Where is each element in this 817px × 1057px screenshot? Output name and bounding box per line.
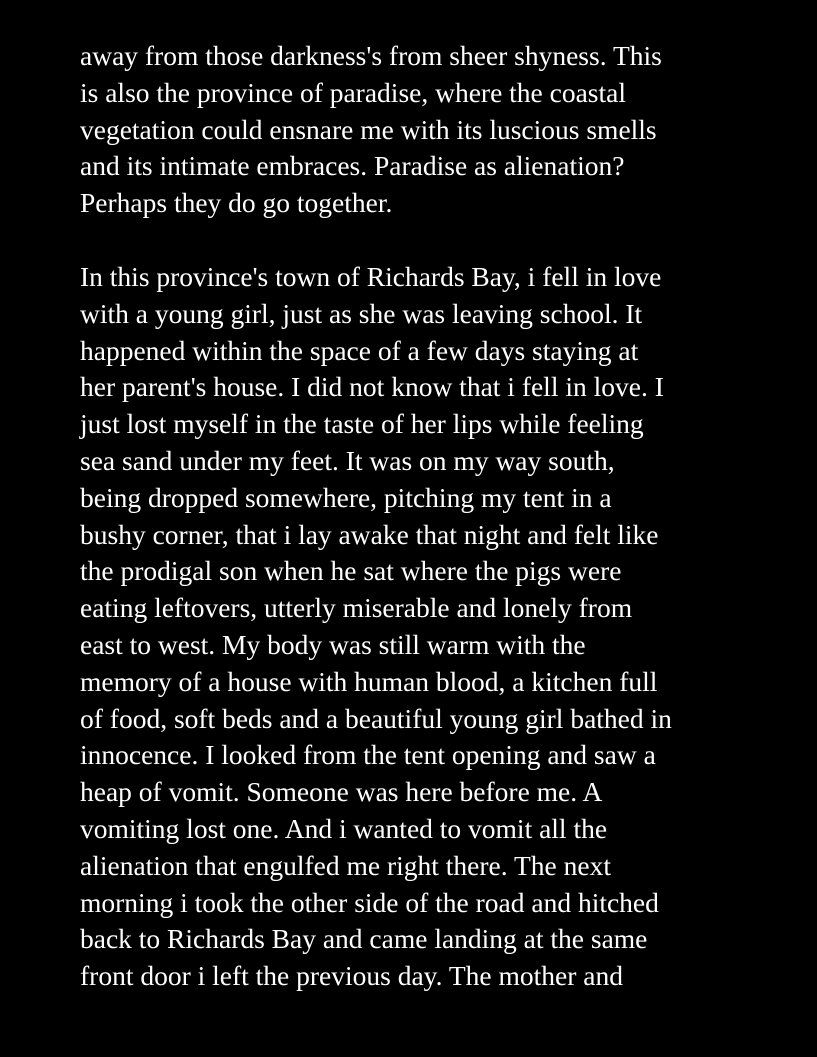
text-line: of food, soft beds and a beautiful young girl bathed in — [80, 702, 672, 734]
text-line: Perhaps they do go together. — [80, 187, 393, 219]
text-line: the prodigal son when he sat where the pigs were — [80, 555, 622, 587]
text-line: and its intimate embraces. Paradise as alienation? — [80, 150, 625, 182]
text-line: innocence. I looked from the tent opening and saw a — [80, 739, 656, 771]
text-line: alienation that engulfed me right there. The next — [80, 849, 611, 881]
text-line: back to Richards Bay and came landing at the same — [80, 923, 648, 955]
text-line: memory of a house with human blood, a kitchen full — [80, 665, 658, 697]
text-line: east to west. My body was still warm with the — [80, 628, 586, 660]
text-line: eating leftovers, utterly miserable and lonely from — [80, 592, 633, 624]
text-line: away from those darkness's from sheer shyness. This — [80, 40, 662, 71]
text-line: just lost myself in the taste of her lips while feeling — [80, 408, 644, 440]
text-line: bushy corner, that i lay awake that night and felt like — [80, 518, 659, 550]
text-line: being dropped somewhere, pitching my tent in a — [80, 481, 612, 513]
text-line: sea sand under my feet. It was on my way south, — [80, 444, 615, 476]
text-line: with a young girl, just as she was leaving school. It — [80, 297, 643, 329]
text-line: heap of vomit. Someone was here before me. A — [80, 776, 603, 808]
paragraph-2 — [80, 259, 800, 995]
text-line: vegetation could ensnare me with its luscious smells — [80, 113, 657, 145]
text-line: happened within the space of a few days staying at — [80, 334, 639, 366]
text-line: is also the province of paradise, where the coastal — [80, 76, 626, 108]
text-line: vomiting lost one. And i wanted to vomit all the — [80, 812, 608, 844]
text-line: her parent's house. I did not know that i fell in love. I — [80, 371, 664, 403]
text-line: In this province's town of Richards Bay, i fell in love — [80, 261, 662, 292]
paragraph-1 — [80, 38, 800, 222]
text-line: morning i took the other side of the road and hitched — [80, 886, 659, 918]
text-line: front door i left the previous day. The mother and — [80, 960, 623, 992]
